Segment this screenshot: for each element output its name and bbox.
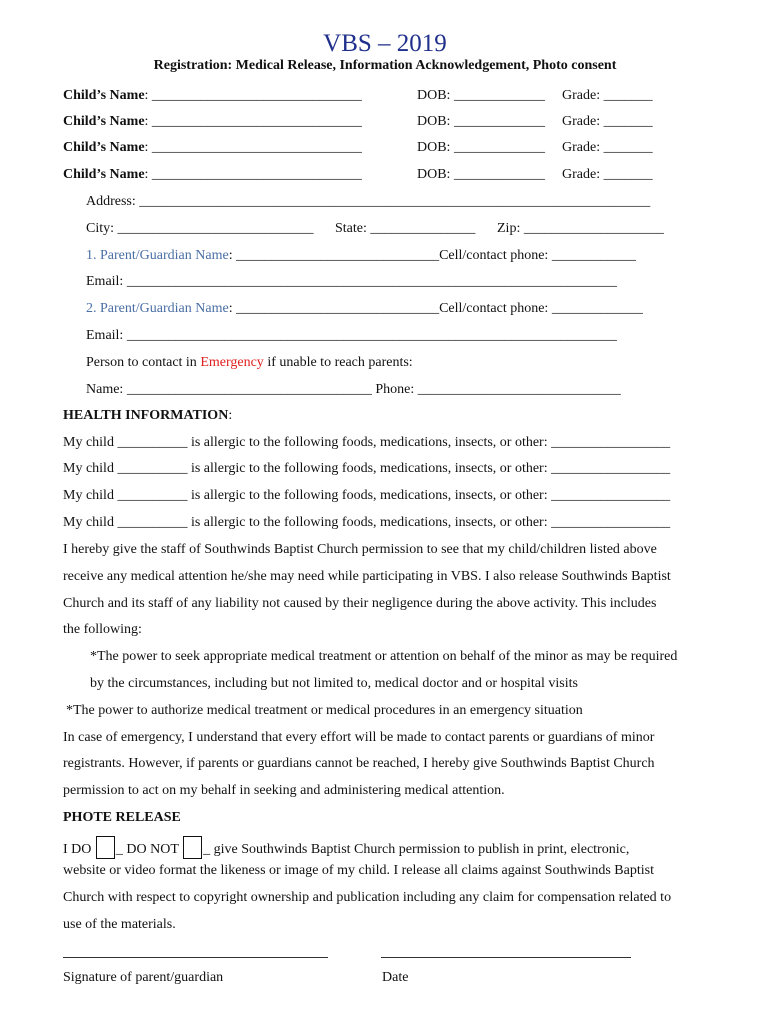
- emergency-suffix: if unable to reach parents:: [263, 355, 413, 370]
- child-row-3[interactable]: [63, 139, 362, 157]
- photo-consent-text: _ give Southwinds Baptist Church permission to publish in print, electronic,: [203, 842, 630, 857]
- release-bullet-1-cont: by the circumstances, including but not limited to, medical doctor and or hospital visits: [90, 676, 578, 691]
- release-bullet-2: *The power to authorize medical treatment or medical procedures in an emergency situation: [66, 703, 583, 718]
- release-text: Church and its staff of any liability not caused by their negligence during the above activity. This includes: [63, 596, 657, 611]
- child-row-1[interactable]: [63, 87, 362, 105]
- child-name-field[interactable]: : ______________________________: [144, 140, 362, 155]
- allergy-row[interactable]: My child __________ is allergic to the following foods, medications, insects, or other: _________________: [63, 435, 671, 450]
- parent1-row[interactable]: [86, 247, 636, 265]
- child-grade-field[interactable]: Grade: _______: [562, 88, 653, 103]
- city-field[interactable]: City: ____________________________: [86, 221, 314, 236]
- parent1-email-field[interactable]: Email: ______________________________________________________________________: [86, 274, 617, 289]
- date-line[interactable]: [381, 957, 631, 958]
- child-name-field[interactable]: : ______________________________: [144, 114, 362, 129]
- parent1-cell-field[interactable]: Cell/contact phone: ____________: [439, 248, 636, 263]
- emergency-text: permission to act on my behalf in seeking and administering medical attention.: [63, 783, 505, 798]
- emergency-text: In case of emergency, I understand that every effort will be made to contact parents or guardians of minor: [63, 730, 655, 745]
- child-grade-field[interactable]: Grade: _______: [562, 140, 653, 155]
- child-dob-field[interactable]: DOB: _____________: [417, 114, 545, 129]
- parent1-name-field[interactable]: : _____________________________: [228, 248, 440, 263]
- date-label: Date: [382, 970, 409, 985]
- signature-line[interactable]: [63, 957, 328, 958]
- child-name-label: Child’s Name: [63, 140, 145, 155]
- child-name-field[interactable]: : ______________________________: [144, 167, 362, 182]
- child-row-4[interactable]: [63, 166, 362, 184]
- child-name-label: Child’s Name: [63, 88, 145, 103]
- allergy-row[interactable]: My child __________ is allergic to the following foods, medications, insects, or other: _________________: [63, 515, 671, 530]
- emergency-word: Emergency: [200, 355, 264, 370]
- child-dob-field[interactable]: DOB: _____________: [417, 88, 545, 103]
- parent2-row[interactable]: [86, 300, 643, 318]
- health-heading-colon: :: [228, 408, 233, 423]
- child-dob-field[interactable]: DOB: _____________: [417, 167, 545, 182]
- child-dob-field[interactable]: DOB: _____________: [417, 140, 545, 155]
- form-title: VBS – 2019: [323, 30, 447, 57]
- state-field[interactable]: State: _______________: [335, 221, 476, 236]
- health-heading: [63, 407, 232, 425]
- release-text: the following:: [63, 622, 142, 637]
- emergency-prefix: Person to contact in: [86, 355, 201, 370]
- parent1-label: 1. Parent/Guardian Name: [86, 248, 229, 263]
- child-grade-field[interactable]: Grade: _______: [562, 167, 653, 182]
- allergy-row[interactable]: My child __________ is allergic to the following foods, medications, insects, or other: _________________: [63, 461, 671, 476]
- photo-release-text: use of the materials.: [63, 917, 176, 932]
- i-do-checkbox[interactable]: [96, 836, 115, 859]
- child-name-label: Child’s Name: [63, 167, 145, 182]
- photo-release-text: Church with respect to copyright ownership and publication including any claim for compensation related to: [63, 890, 672, 905]
- emergency-prompt: [86, 354, 413, 372]
- health-heading-text: HEALTH INFORMATION: [63, 408, 229, 423]
- signature-label: Signature of parent/guardian: [63, 970, 224, 985]
- parent2-name-field[interactable]: : _____________________________: [228, 301, 440, 316]
- parent2-email-field[interactable]: Email: ______________________________________________________________________: [86, 328, 617, 343]
- form-subtitle: Registration: Medical Release, Information Acknowledgement, Photo consent: [153, 58, 617, 73]
- emergency-text: registrants. However, if parents or guardians cannot be reached, I hereby give Southwinds Baptist Church: [63, 756, 655, 771]
- child-row-2[interactable]: [63, 113, 362, 131]
- photo-release-text: website or video format the likeness or image of my child. I release all claims against Southwinds Baptist: [63, 863, 654, 878]
- release-bullet-1: *The power to seek appropriate medical treatment or attention on behalf of the minor as may be required: [90, 649, 678, 664]
- photo-consent-row: [63, 836, 629, 859]
- zip-field[interactable]: Zip: ____________________: [497, 221, 664, 236]
- parent2-cell-field[interactable]: Cell/contact phone: _____________: [439, 301, 643, 316]
- do-not-checkbox[interactable]: [183, 836, 202, 859]
- emergency-contact-field[interactable]: Name: ___________________________________ Phone: _____________________________: [86, 382, 621, 397]
- child-name-label: Child’s Name: [63, 114, 145, 129]
- allergy-row[interactable]: My child __________ is allergic to the following foods, medications, insects, or other: _________________: [63, 488, 671, 503]
- release-text: I hereby give the staff of Southwinds Baptist Church permission to see that my child/children listed above: [63, 542, 657, 557]
- child-name-field[interactable]: : ______________________________: [144, 88, 362, 103]
- i-do-label: I DO: [63, 842, 95, 857]
- address-field[interactable]: Address: _________________________________________________________________________: [86, 194, 651, 209]
- parent2-label: 2. Parent/Guardian Name: [86, 301, 229, 316]
- photo-release-heading: PHOTE RELEASE: [63, 810, 181, 825]
- child-grade-field[interactable]: Grade: _______: [562, 114, 653, 129]
- do-not-label: _ DO NOT: [115, 842, 183, 857]
- release-text: receive any medical attention he/she may need while participating in VBS. I also release Southwinds Baptist: [63, 569, 671, 584]
